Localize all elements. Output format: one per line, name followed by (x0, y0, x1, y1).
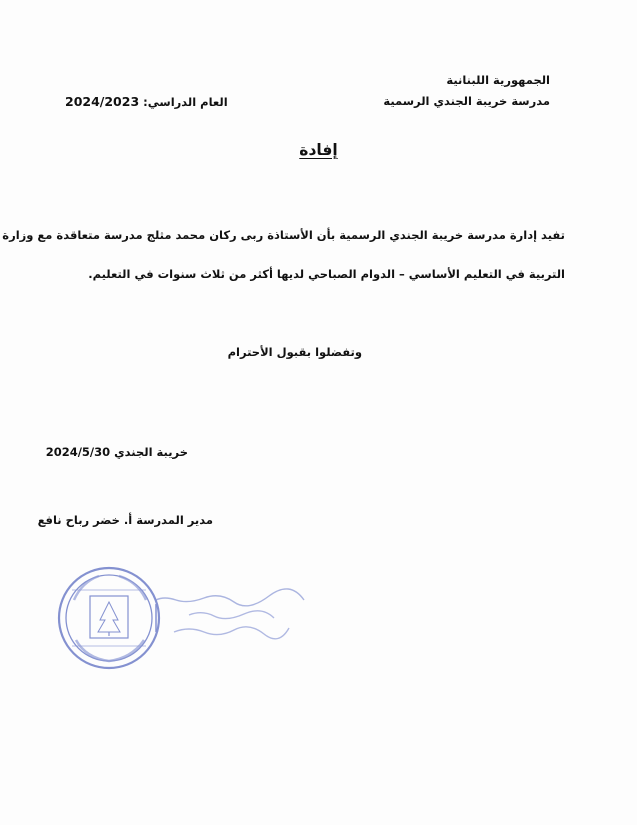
document-title: إفادة (299, 141, 338, 159)
academic-year (65, 94, 228, 109)
principal-signature-line: مدير المدرسة أ. خضر رباح نافع (37, 513, 213, 527)
academic-year-value: 2024/2023 (65, 94, 140, 109)
place-date: خريبة الجندي 2024/5/30 (45, 445, 188, 459)
republic-heading: الجمهورية اللبنانية (446, 73, 550, 87)
body-line-2: التربية في التعليم الأساسي – الدوام الصباحي لديها أكثر من ثلاث سنوات في التعليم. (88, 267, 565, 281)
stamp-seal (59, 568, 304, 668)
official-stamp (54, 560, 309, 672)
closing-line: وتفضلوا بقبول الأحترام (227, 345, 362, 359)
school-name: مدرسة خريبة الجندي الرسمية (383, 94, 550, 108)
academic-year-label: العام الدراسي: (143, 95, 228, 109)
body-line-1: تفيد إدارة مدرسة خريبة الجندي الرسمية بأن الأستاذة ربى ركان محمد مثلج مدرسة متعاقدة مع وزارة (2, 228, 565, 242)
